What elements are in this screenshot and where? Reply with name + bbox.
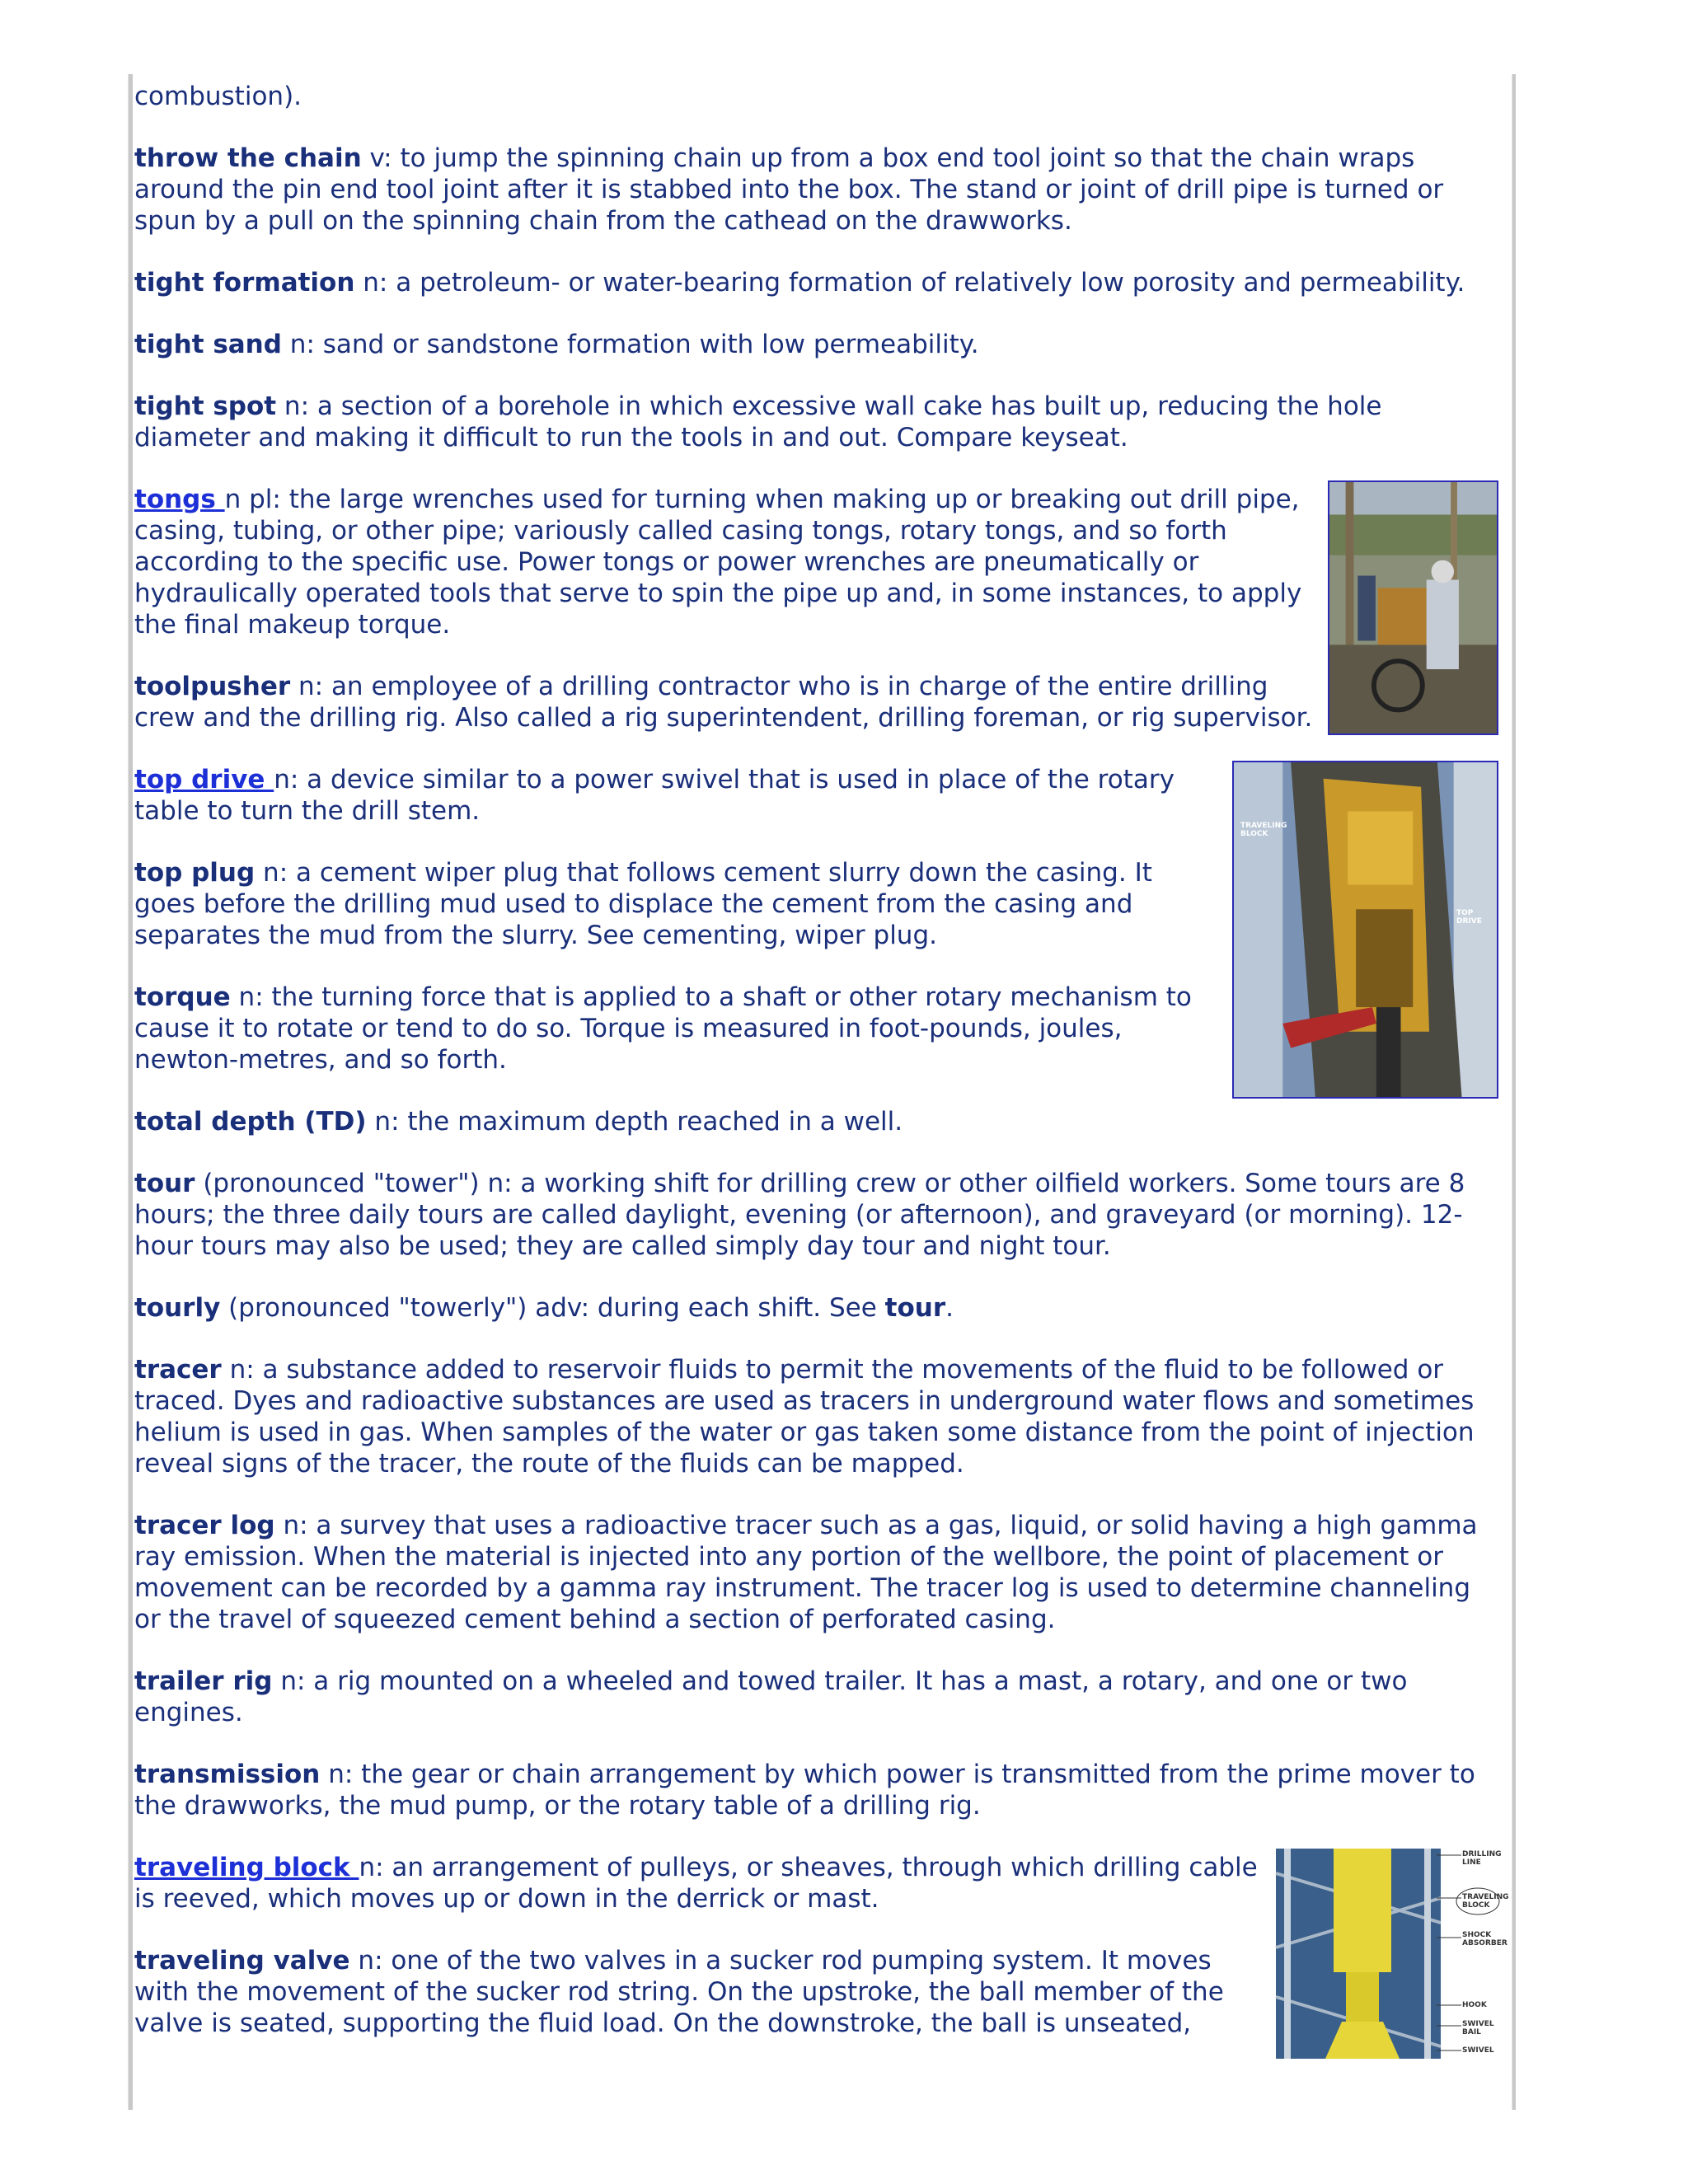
- entry-trailer-rig: [134, 1666, 1498, 1728]
- term: tour: [134, 1169, 195, 1198]
- entry-tight-formation: [134, 267, 1498, 298]
- definition: n pl: the large wrenches used for turning when making up or breaking out drill pipe, casing, tubing, or other pipe; variously called casing tongs, rotary tongs, and so forth according to the specific use. Power tongs or power wrenches are pneumatically or hydraulically operated tools that serve to spin the pipe up and, in some instances, to apply the final makeup torque.: [134, 485, 1302, 640]
- term: toolpusher: [134, 672, 291, 701]
- definition: n: the maximum depth reached in a well.: [366, 1107, 903, 1137]
- term: tracer: [134, 1355, 222, 1385]
- caption-shock-absorber: SHOCK ABSORBER: [1462, 1931, 1507, 1947]
- definition: n: a petroleum- or water-bearing formation of relatively low porosity and permeability.: [354, 268, 1465, 298]
- lead-fragment: combustion).: [134, 82, 302, 111]
- definition: n: a survey that uses a radioactive tracer such as a gas, liquid, or solid having a high gamma ray emission. When the material is injected into any portion of the wellbore, the point of placement or movement can be recorded by a gamma ray instrument. The tracer log is used to determine channeling or the travel of squeezed cement behind a section of perforated casing.: [134, 1511, 1478, 1634]
- entry-tourly: tourly (pronounced "towerly") adv: during each shift. See tour.: [134, 1293, 954, 1323]
- traveling-block-link[interactable]: traveling block: [134, 1853, 359, 1882]
- definition: n: an employee of a drilling contractor who is in charge of the entire drilling crew and the drilling rig. Also called a rig superintendent, drilling foreman, or rig supervisor.: [134, 672, 1313, 733]
- definition: n: the turning force that is applied to a shaft or other rotary mechanism to cause it to rotate or tend to do so. Torque is measured in foot-pounds, joules, newton-metres, and so forth.: [134, 982, 1192, 1075]
- tongs-photo: [1328, 480, 1498, 735]
- top-drive-link[interactable]: top drive: [134, 765, 274, 794]
- definition: (pronounced "tower") n: a working shift for drilling crew or other oilfield workers. Some tours are 8 hours; the three daily tours are called daylight, evening (or afternoon), and graveyard (or morning). 12-hour tours may also be used; they are called simply day tour and night tour.: [134, 1169, 1465, 1261]
- caption-hook: HOOK: [1462, 2001, 1487, 2009]
- caption-swivel-bail: SWIVEL BAIL: [1462, 2020, 1494, 2036]
- caption-drilling-line: DRILLING LINE: [1462, 1850, 1502, 1867]
- term: traveling valve: [134, 1946, 350, 1975]
- entry-transmission: [134, 1759, 1498, 1821]
- definition: n: the gear or chain arrangement by which power is transmitted from the prime mover to the drawworks, the mud pump, or the rotary table of a drilling rig.: [134, 1760, 1475, 1821]
- entry-tour: [134, 1168, 1498, 1262]
- right-border-rule: [1512, 74, 1516, 2110]
- term: tracer log: [134, 1511, 275, 1540]
- caption-top-drive: TOP DRIVE: [1456, 909, 1482, 926]
- definition: n: a section of a borehole in which excessive wall cake has built up, reducing the hole diameter and making it difficult to run the tools in and out. Compare keyseat.: [134, 391, 1382, 452]
- term: total depth (TD): [134, 1107, 367, 1137]
- term: throw the chain: [134, 143, 362, 173]
- entry-tight-sand: [134, 329, 1498, 360]
- entry-throw-the-chain: [134, 143, 1498, 237]
- definition: n: a rig mounted on a wheeled and towed trailer. It has a mast, a rotary, and one or two engines.: [134, 1666, 1408, 1727]
- caption-traveling-block: TRAVELING BLOCK: [1462, 1893, 1509, 1910]
- entry-toolpusher: [134, 671, 1498, 733]
- entry-total-depth: [134, 1106, 1498, 1137]
- definition: n: a device similar to a power swivel that is used in place of the rotary table to turn the drill stem.: [134, 765, 1175, 826]
- glossary-page: [134, 81, 1509, 2069]
- term: torque: [134, 982, 231, 1012]
- term: tourly: [134, 1293, 221, 1323]
- definition: (pronounced "towerly") adv: during each shift. See: [220, 1293, 885, 1323]
- top-drive-photo: [1232, 761, 1498, 1099]
- term: tight sand: [134, 330, 282, 359]
- left-border-rule: [128, 74, 133, 2110]
- term: tight spot: [134, 391, 277, 421]
- entry-tongs: [134, 484, 1498, 640]
- definition: n: one of the two valves in a sucker rod pumping system. It moves with the movement of the sucker rod string. On the upstroke, the ball member of the valve is seated, supporting the fluid load. On the downstroke, the ball is unseated,: [134, 1946, 1224, 2038]
- definition: n: a substance added to reservoir fluids to permit the movements of the fluid to be followed or traced. Dyes and radioactive substances are used as tracers in underground water flows and sometimes helium is used in gas. When samples of the water or gas taken some distance from the point of injection reveal signs of the tracer, the route of the fluids can be mapped.: [134, 1355, 1475, 1479]
- term: top plug: [134, 858, 256, 888]
- term: tight formation: [134, 268, 355, 298]
- traveling-block-photo: [1276, 1849, 1509, 2059]
- cross-reference: tour: [884, 1293, 946, 1323]
- definition: n: an arrangement of pulleys, or sheaves, through which drilling cable is reeved, which moves up or down in the derrick or mast.: [134, 1853, 1258, 1914]
- term: trailer rig: [134, 1666, 273, 1696]
- definition: v: to jump the spinning chain up from a box end tool joint so that the chain wraps around the pin end tool joint after it is stabbed into the box. The stand or joint of drill pipe is turned or spun by a pull on the spinning chain from the cathead on the drawworks.: [134, 143, 1444, 236]
- caption-swivel: SWIVEL: [1462, 2046, 1494, 2055]
- entry-tracer-log: [134, 1510, 1498, 1635]
- caption-traveling-block: TRAVELING BLOCK: [1240, 822, 1287, 838]
- definition: n: a cement wiper plug that follows cement slurry down the casing. It goes before the drilling mud used to displace the cement from the casing and separates the mud from the slurry. See cementing, wiper plug.: [134, 858, 1152, 950]
- entry-tight-spot: [134, 391, 1498, 453]
- tongs-link[interactable]: tongs: [134, 485, 225, 514]
- term: transmission: [134, 1760, 321, 1789]
- definition: n: sand or sandstone formation with low permeability.: [281, 330, 979, 359]
- entry-tracer: [134, 1354, 1498, 1479]
